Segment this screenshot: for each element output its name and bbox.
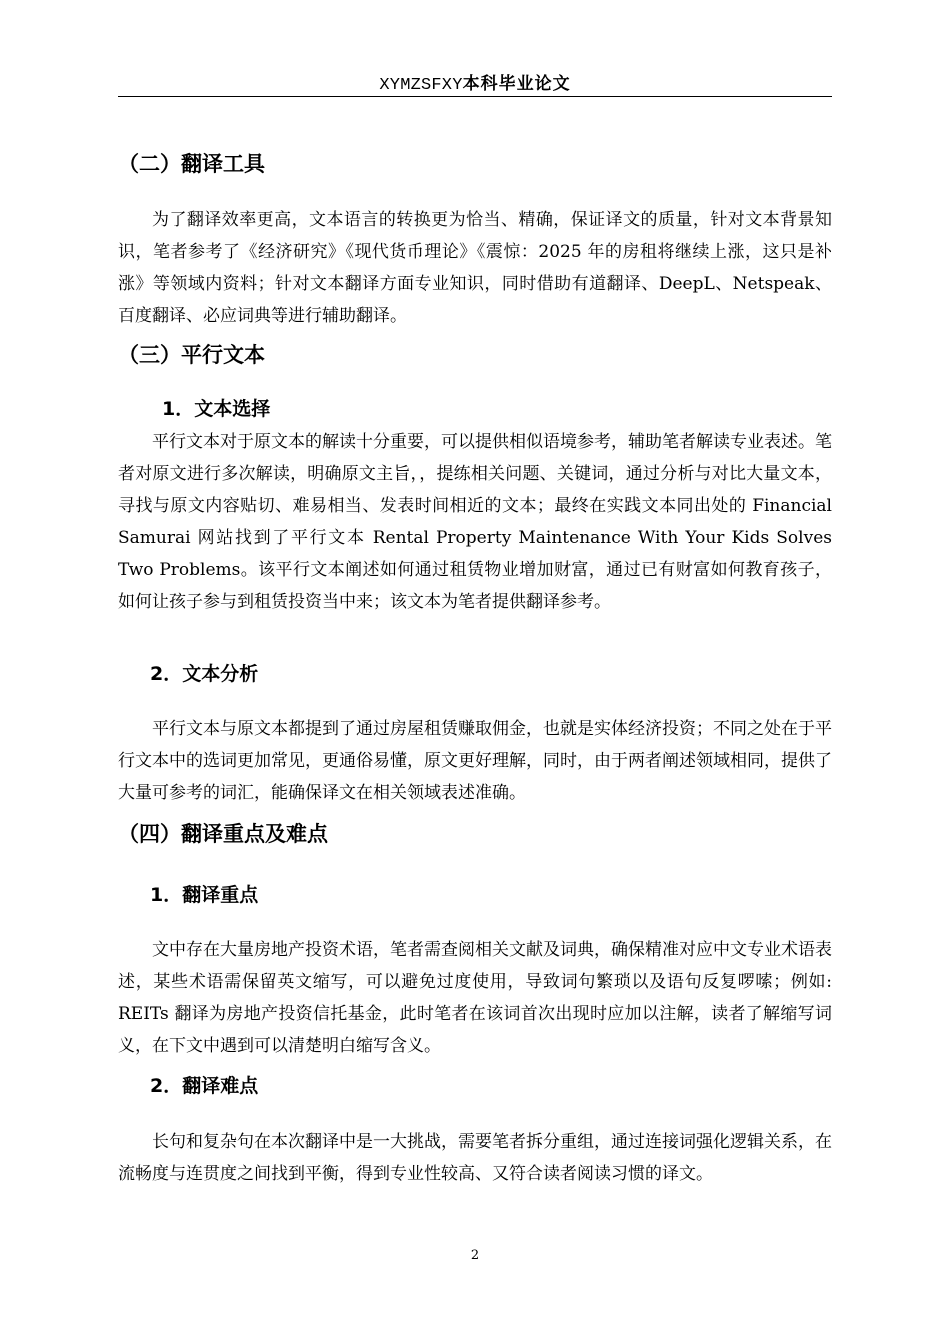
paragraph-key-points: 文中存在大量房地产投资术语，笔者需查阅相关文献及词典，确保精准对应中文专业术语表述，某些术语需保留英文缩写，可以避免过度使用，导致词句繁琐以及语句反复啰嗦；例如: REITs 翻译为房地产投资信托基金，此时笔者在该词首次出现时应加以注解，读者了解缩写词义，在下文中遇到可以清楚明白缩写含义。	[118, 940, 832, 1056]
paragraph-text-analysis: 平行文本与原文本都提到了通过房屋租赁赚取佣金，也就是实体经济投资；不同之处在于平行文本中的选词更加常见，更通俗易懂，原文更好理解，同时，由于两者阐述领域相同，提供了大量可参考的词汇，能确保译文在相关领域表述准确。	[118, 719, 832, 803]
section-heading-parallel-text: （三）平行文本	[118, 343, 265, 367]
page-header	[118, 72, 832, 97]
section-heading-tools: （二）翻译工具	[118, 152, 265, 176]
subsection-heading-key-points: 1．翻译重点	[150, 884, 259, 906]
section-heading-key-difficult-points: （四）翻译重点及难点	[118, 822, 328, 846]
paragraph-text-selection: 平行文本对于原文本的解读十分重要，可以提供相似语境参考，辅助笔者解读专业表述。笔者对原文进行多次解读，明确原文主旨，，提练相关问题、关键词，通过分析与对比大量文本，寻找与原文内容贴切、难易相当、发表时间相近的文本；最终在实践文本同出处的 Financial Samurai 网站找到了平行文本 Rental Property Maintenance With Your Kids Solves Two Problems。该平行文本阐述如何通过租赁物业增加财富，通过已有财富如何教育孩子，如何让孩子参与到租赁投资当中来；该文本为笔者提供翻译参考。	[118, 432, 832, 612]
header-school-code: XYMZSFXY	[379, 76, 463, 95]
page-number: 2	[470, 1248, 480, 1263]
paragraph-difficult-points: 长句和复杂句在本次翻译中是一大挑战，需要笔者拆分重组，通过连接词强化逻辑关系，在流畅度与连贯度之间找到平衡，得到专业性较高、又符合读者阅读习惯的译文。	[118, 1132, 832, 1184]
subsection-heading-text-analysis: 2．文本分析	[150, 663, 259, 685]
paragraph-tools: 为了翻译效率更高，文本语言的转换更为恰当、精确，保证译文的质量，针对文本背景知识，笔者参考了《经济研究》《现代货币理论》《震惊：2025 年的房租将继续上涨，这只是补涨》等领域内资料；针对文本翻译方面专业知识，同时借助有道翻译、DeepL、Netspeak、百度翻译、必应词典等进行辅助翻译。	[118, 210, 832, 326]
header-title: 本科毕业论文	[462, 74, 571, 94]
subsection-heading-text-selection: 1．文本选择	[162, 398, 271, 420]
subsection-heading-difficult-points: 2．翻译难点	[150, 1075, 259, 1097]
